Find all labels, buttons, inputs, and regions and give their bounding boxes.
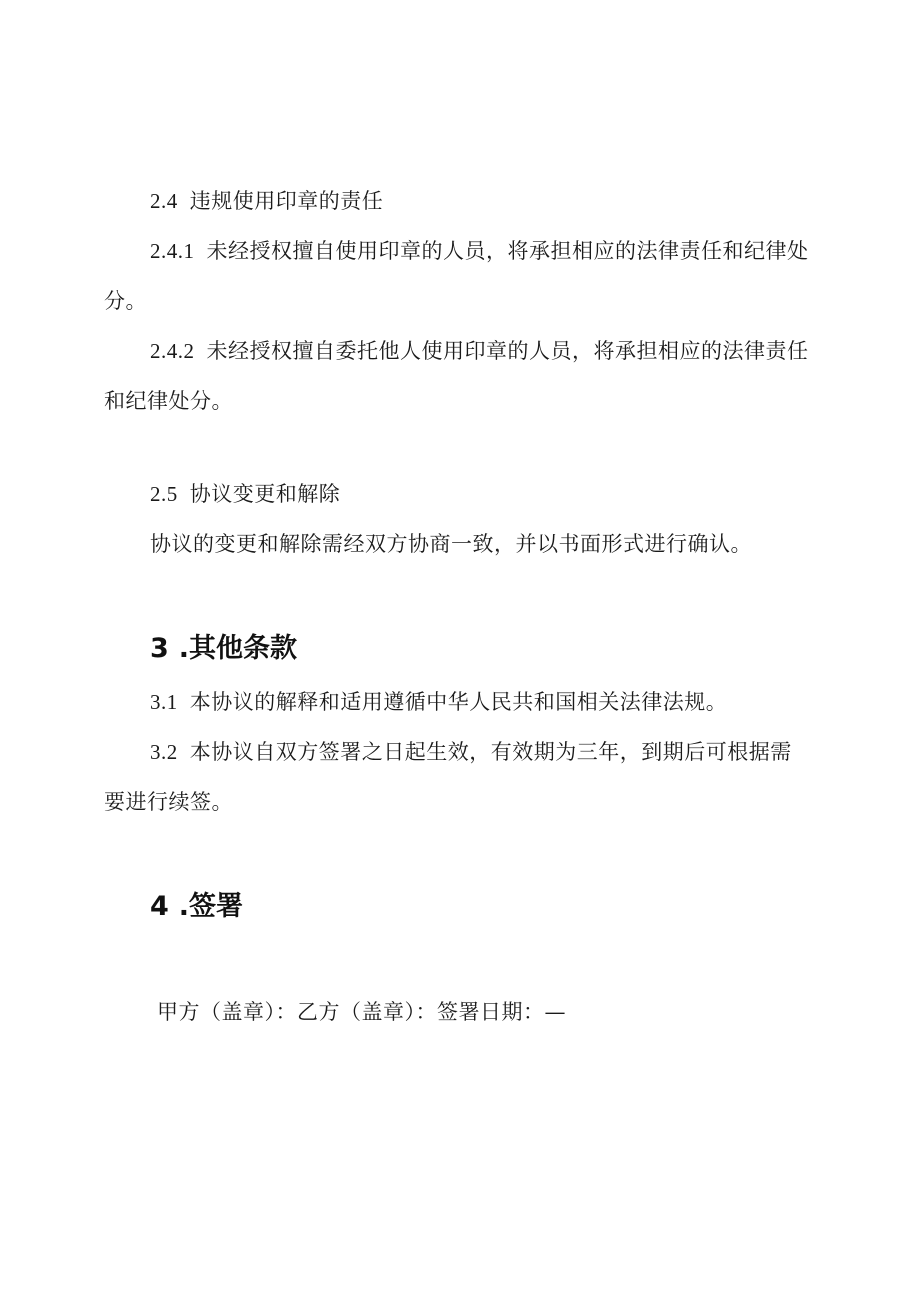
clause-3-2-line2: 要进行续签。 <box>104 790 233 814</box>
section-2-5-heading <box>150 480 340 508</box>
section-title: 协议变更和解除 <box>189 482 341 506</box>
clause-number: 3.2 <box>150 740 178 764</box>
clause-text: 本协议自双方签署之日起生效，有效期为三年，到期后可根据需 <box>189 740 792 764</box>
section-4-heading <box>150 890 243 924</box>
clause-2-4-1-line2: 分。 <box>104 289 147 313</box>
clause-text: 未经授权擅自委托他人使用印章的人员，将承担相应的法律责任 <box>206 339 809 363</box>
section-3-heading <box>150 632 297 666</box>
clause-text: 本协议的解释和适用遵循中华人民共和国相关法律法规。 <box>189 690 728 714</box>
clause-number: 3.1 <box>150 690 178 714</box>
section-number: 4 <box>150 891 169 922</box>
section-2-5-body: 协议的变更和解除需经双方协商一致，并以书面形式进行确认。 <box>150 532 752 556</box>
clause-2-4-2-line2: 和纪律处分。 <box>104 389 233 413</box>
clause-2-4-1-line1 <box>150 237 809 265</box>
clause-text: 未经授权擅自使用印章的人员，将承担相应的法律责任和纪律处 <box>206 239 809 263</box>
section-number: 2.4 <box>150 189 178 213</box>
section-title: .签署 <box>178 891 244 922</box>
clause-2-4-2-line1 <box>150 337 809 365</box>
clause-3-2-line1 <box>150 738 792 766</box>
section-number: 3 <box>150 633 169 664</box>
clause-3-1 <box>150 688 727 716</box>
section-title: 违规使用印章的责任 <box>189 189 384 213</box>
signature-line: 甲方（盖章）：乙方（盖章）：签署日期：— <box>157 1000 566 1024</box>
section-title: .其他条款 <box>178 633 298 664</box>
section-number: 2.5 <box>150 482 178 506</box>
clause-number: 2.4.1 <box>150 239 195 263</box>
section-2-4-heading <box>150 187 383 215</box>
clause-number: 2.4.2 <box>150 339 195 363</box>
